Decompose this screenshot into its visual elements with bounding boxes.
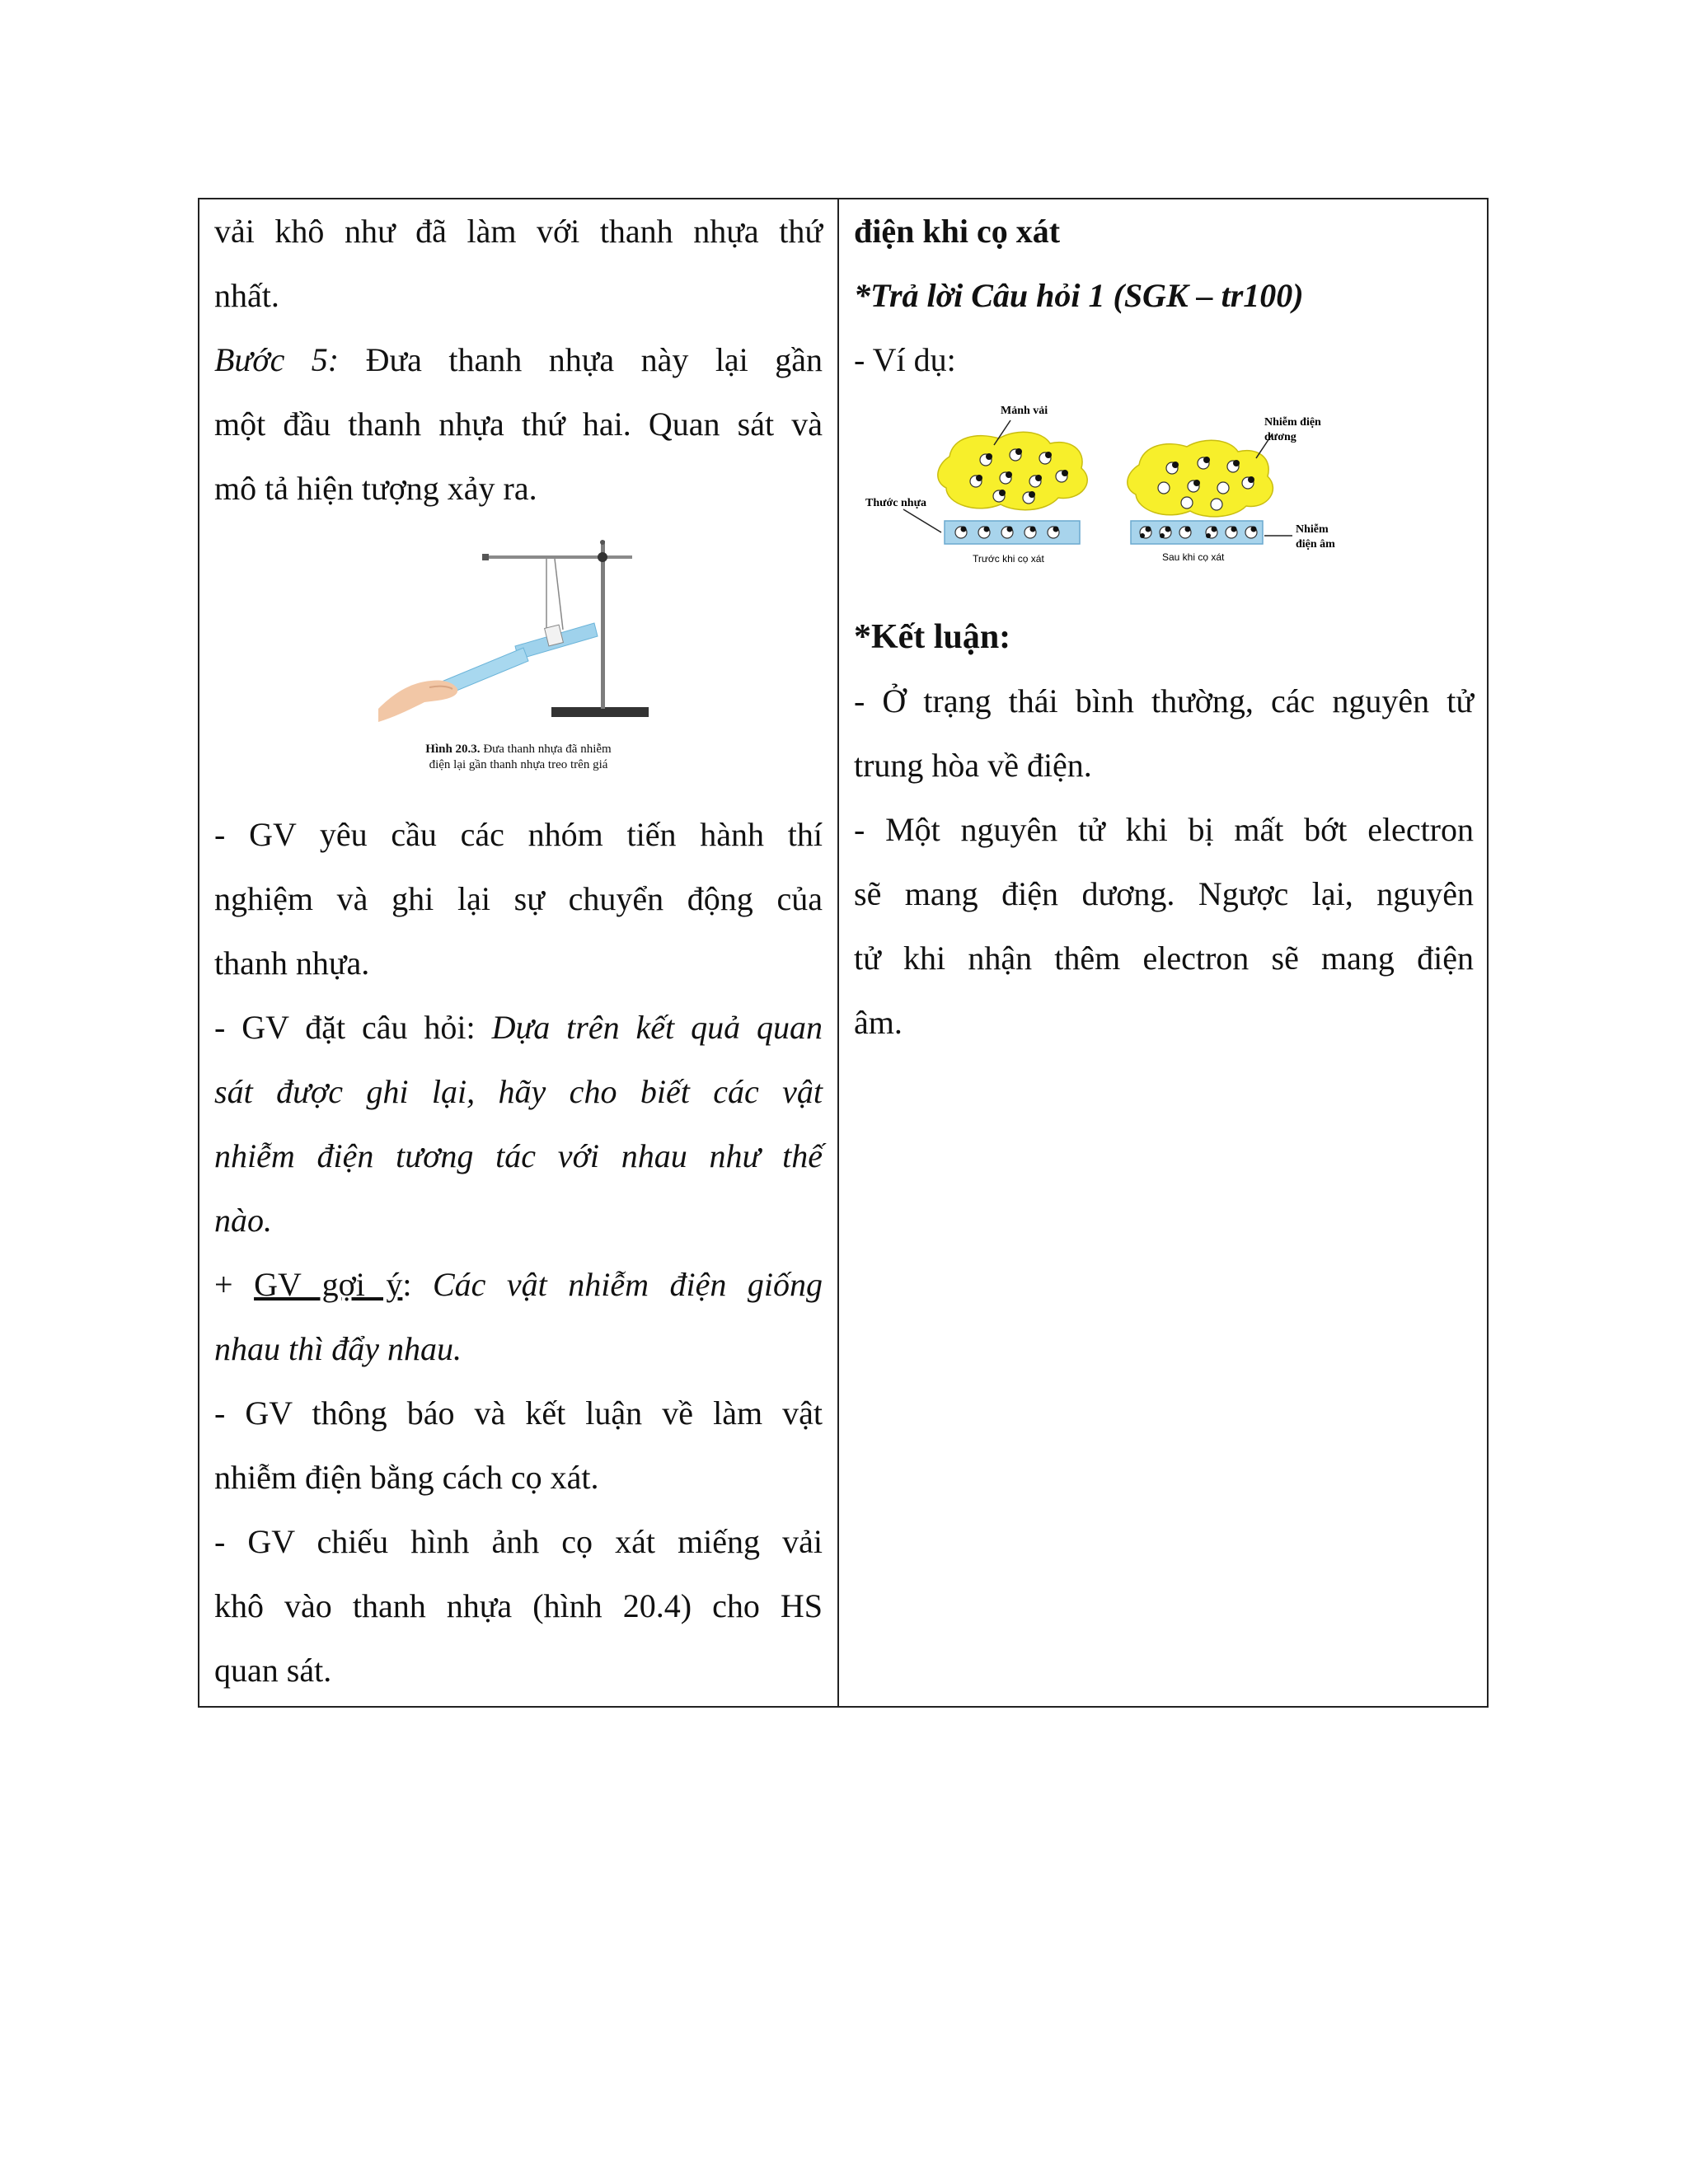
conclusion-1-line-1: - Ở trạng thái bình thường, các nguyên tử — [854, 682, 1474, 719]
hint-plus: + — [214, 1266, 255, 1303]
figure-caption — [214, 742, 823, 773]
gv-show-line-3: quan sát. — [214, 1652, 332, 1689]
label-positive-1: Nhiễm điện — [1264, 416, 1321, 429]
figure-caption-number: Hình 20.3. — [425, 743, 481, 756]
gv-show-line-2: khô vào thanh nhựa (hình 20.4) cho HS — [214, 1587, 823, 1624]
paragraph-continuation: vải khô như đã làm với thanh nhựa thứ — [214, 213, 823, 250]
conclusion-2-line-2: sẽ mang điện dương. Ngược lại, nguyên — [854, 875, 1474, 912]
step-5-text: Đưa thanh nhựa này lại gần — [339, 341, 823, 378]
example-label: - Ví dụ: — [854, 341, 956, 378]
conclusion-2-line-1: - Một nguyên tử khi bị mất bớt electron — [854, 811, 1474, 848]
label-before: Trước khi cọ xát — [973, 553, 1044, 565]
answer-title: *Trả lời Câu hỏi 1 (SGK – tr100) — [854, 277, 1304, 314]
label-positive-2: dương — [1264, 431, 1296, 443]
conclusion-title: *Kết luận: — [854, 618, 1011, 656]
hint-colon: : — [402, 1266, 433, 1303]
hint-text: Các vật nhiễm điện giống — [432, 1266, 823, 1303]
section-heading-continuation: điện khi cọ xát — [854, 213, 1061, 250]
step-5-line-2: một đầu thanh nhựa thứ hai. Quan sát và — [214, 405, 823, 443]
gv-question-text: Dựa trên kết quả quan — [491, 1009, 823, 1046]
paragraph-continuation-end: nhất. — [214, 277, 279, 314]
figure-caption-text: Đưa thanh nhựa đã nhiễm — [480, 743, 612, 756]
gv-conclusion-line-1: - GV thông báo và kết luận về làm vật — [214, 1394, 823, 1432]
gv-hint-line-2: nhau thì đẩy nhau. — [214, 1330, 462, 1367]
label-ruler: Thước nhựa — [865, 497, 926, 509]
figure-caption-text-2: điện lại gần thanh nhựa treo trên giá — [429, 758, 608, 771]
gv-show-line-1: - GV chiếu hình ảnh cọ xát miếng vải — [214, 1523, 823, 1560]
charge-transfer-diagram — [854, 396, 1474, 565]
teacher-activity-column — [199, 199, 837, 1703]
label-after: Sau khi cọ xát — [1162, 551, 1225, 563]
step-5-line-1 — [214, 328, 823, 392]
gv-conclusion-line-2: nhiễm điện bằng cách cọ xát. — [214, 1459, 599, 1496]
gv-question-line-1 — [214, 996, 823, 1060]
lesson-table — [198, 198, 1489, 1708]
gv-request-line-1: - GV yêu cầu các nhóm tiến hành thí — [214, 816, 823, 853]
hint-label: GV gợi ý — [254, 1266, 403, 1303]
gv-question-line-4: nào. — [214, 1202, 272, 1239]
step-5-line-3: mô tả hiện tượng xảy ra. — [214, 470, 537, 507]
conclusion-2-line-4: âm. — [854, 1004, 903, 1041]
conclusion-1-line-2: trung hòa về điện. — [854, 747, 1092, 784]
gv-question-prefix: - GV đặt câu hỏi: — [214, 1009, 492, 1046]
gv-request-line-2: nghiệm và ghi lại sự chuyển động của — [214, 880, 823, 917]
gv-question-line-2: sát được ghi lại, hãy cho biết các vật — [214, 1073, 823, 1110]
gv-question-line-3: nhiễm điện tương tác với nhau như thế — [214, 1137, 823, 1174]
conclusion-2-line-3: tử khi nhận thêm electron sẽ mang điện — [854, 940, 1474, 977]
step-5-label: Bước 5: — [214, 341, 340, 378]
figure-20-3 — [214, 526, 823, 803]
label-negative-1: Nhiễm — [1296, 523, 1329, 536]
label-negative-2: điện âm — [1296, 538, 1335, 551]
gv-request-line-3: thanh nhựa. — [214, 944, 370, 982]
figure-rubbing-diagram — [854, 396, 1474, 565]
label-cloth: Mảnh vải — [1001, 405, 1048, 417]
student-result-column — [839, 199, 1489, 1055]
gv-hint-line-1 — [214, 1253, 823, 1317]
plastic-rod-stand-illustration — [378, 526, 659, 742]
